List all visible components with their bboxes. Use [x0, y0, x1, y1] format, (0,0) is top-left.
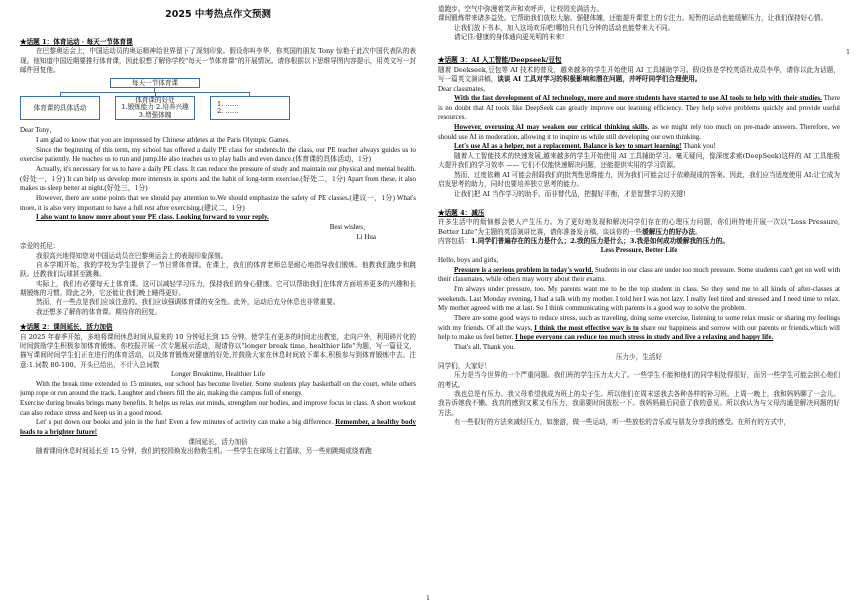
topic1-sign-off: Best wishes，: [329, 223, 370, 231]
topic2-cn-cont: 道跑步。空气中弥漫着笑声和欢呼声，让校园充满活力。: [438, 5, 603, 13]
topic3-cn-para: 让我们把 AI 当作学习的助手，而非替代品，把握好平衡，才是智慧学习的关键!: [454, 189, 686, 198]
topic4-heading: ★话题 4：减压: [438, 208, 485, 217]
topic2-en-para: Exercise during breaks brings many benefits. It helps us relax our minds, strengthen our bodies, and improve focus in class. A short workout can also reduce stress and keep us in a good mood.: [20, 398, 416, 417]
mind-map-benefits: [115, 96, 195, 120]
topic2-cn-title: 课间延长，活力加倍: [188, 437, 248, 446]
mind-map-problems: [210, 96, 290, 120]
topic3-en-para: Let's use AI as a helper, not a replacement. Balance is key to smart learning! Thank you!: [454, 142, 716, 151]
topic1-en-closing: I also want to know more about your PE class. Looking forward to your reply.: [36, 213, 269, 222]
topic2-essay-title: Longer Breaktime, Healthier Life: [170, 369, 266, 378]
topic2-en-para: With the break time extended to 15 minutes, our school has become livelier. Some students play basketball on the court, while others jump rope or run around the track. Laughter and cheers fill the air, making the campus full of energy.: [20, 379, 416, 398]
topic2-prompt: 自 2025 年春季开始，多地将课间休息时间从原来的 10 分钟延长到 15 分钟。使学生有更多的时间走出教室，走向户外，利用碎片化的时间鼓励学生积极参加体育锻炼。你校报开展一次专题展示活动，现请你以“longer break time, healthier life”为题，写一篇征文，描写课间时间学生们正在进行的体育活动，以及体育锻炼对健康的好处,并鼓励大家在休息时间放下课本,积极参与到体育锻炼中去。注意:1.词数 80-100。开头已给出，不计入总词数: [20, 332, 416, 369]
topic4-cn-title: 压力少，生活好: [615, 352, 663, 361]
topic3-prompt: 随着 Deekseek,豆包等 AI 技术的普及，越来越多的学生开始使用 AI 工具辅助学习。假设你是学校英语社成员李华，请你以此为话题，写一篇英文演讲稿，谈谈 AI 工具对学习的积极影响和潜在问题，并呼吁同学们合理使用。: [438, 65, 840, 84]
right-column: [438, 5, 840, 605]
mind-map-problems-2: 2. ……: [217, 107, 239, 116]
topic4-cn-para: 有一些很好的方法来减轻压力，如旅游，做一些运动，听一些放松的音乐或与朋友分享我的感受。在所有的方式中，: [454, 418, 791, 427]
topic4-content-req: 内容包括：1.同学们普遍存在的压力是什么；2.我的压力是什么；3.我是如何成功缓解我的压力的。: [438, 236, 729, 245]
topic4-cn-para: 我也总是有压力。我父母希望我成为班上的尖子生。所以他们在周末送我去各种各样的补习班。上周一晚上，我和妈妈聊了一会儿。我告诉她我不懒。我真的感到又累又有压力，我需要时间放松一下。我妈妈最后同意了我的意见。所以我认为与父母沟通是解决问题的好方法。: [438, 390, 840, 417]
topic2-cn-para: 随着课间休息时间延长至 15 分钟，我们的校园焕发出勃勃生机。一些学生在球场上打篮球，另一些则跳绳或绕着跑: [36, 446, 372, 455]
topic3-greeting: Dear classmates,: [438, 84, 486, 93]
topic1-cn-para: 自本学期开始，我的学校为学生提供了一节日常体育课。在课上，我们的体育老师总是耐心地指导我们锻炼。他教我们跑步和跳跃。还教我们玩球甚至跳舞。: [20, 261, 416, 279]
mind-map-root: 每天一节体育课: [110, 78, 200, 88]
topic3-cn-para: 然而，过度依赖 AI 可能会削弱我们的批判性思维能力，因为我们可能会过于依赖现成的答案。因此，我们应当适度使用 AI:让它成为启发思考的助力，同时也要培养独立思考的能力。: [438, 170, 840, 189]
topic2-cn-cont: 让我们放下书本，加入这场欢乐吧!哪怕只有几分钟的活动也能带来大不同。: [454, 23, 675, 32]
topic3-en-para: With the fast development of AI technology, more and more students have started to use AI tools to help with their studies. There is no doubt that AI tools like DeepSeek can greatly improve our learning efficiency. They help solve problems quickly and provide useful resources.: [438, 94, 840, 122]
topic1-en-salutation: Dear Tony，: [20, 126, 57, 135]
topic2-cn-cont: 课间锻炼带来诸多益处。它帮助我们放松大脑、强健体魄，还能提升课堂上的专注力。短暂的运动也能缓解压力，让我们保持好心情。: [438, 14, 828, 23]
mind-map-benefits-title: 体育课的好处: [135, 95, 175, 104]
topic1-cn-para: 亲爱的托尼：: [20, 242, 60, 251]
left-column: [20, 36, 416, 608]
topic2-cn-cont: 请记住:健康的身体通向更光明的未来!: [454, 33, 565, 42]
mind-map-diagram: [20, 78, 290, 122]
topic4-en-para: I'm always under pressure, too. My parents want me to be the top student in class. So they send me to all kinds of after-classes at weekends. Last Monday evening, I had a talk with my mother. I told her I was not lazy. I really feel tired and stressed and I need time to relax. My mother agreed with me at last. So I think communicating with parents is a good way to solve the problem.: [438, 284, 840, 313]
mind-map-activities: 体育课的具体活动: [20, 96, 100, 120]
topic1-en-para: Actually, it's necessary for us to have a daily PE class. It can reduce the pressure of study and maintain our physical and mental health.(好处一，1分) It can help us develop more interests in sports and the habit of long-term exercise.(好处二，1分) Apart from these, it also makes us sleep better at night.(好处三，1分): [20, 165, 416, 193]
mind-map-problems-1: 1. ……: [217, 99, 239, 108]
topic2-en-bold: Remember, a healthy body leads to a brighter future!: [20, 418, 416, 436]
topic2-en-para: Let' s put down our books and join in the fun! Even a few minutes of activity can make a big difference. Remember, a healthy body leads to a brighter future!: [20, 418, 416, 436]
topic1-cn-para: 实际上，我们有必要每天上体育课。这可以减轻学习压力，保持我们的身心健康。它可以帮助我们在体育方面培养更多的兴趣和长期锻炼的习惯。除此之外，它还能让我们晚上睡得更好。: [20, 279, 416, 298]
mind-map-benefits-1: 1.锻炼能力 2.培养兴趣: [121, 103, 189, 112]
topic1-cn-para: 我很高兴地得知您对中国运动员在巴黎奥运会上的表现印象深刻。: [36, 251, 228, 260]
document-title: 2025 中考热点作文预测: [165, 9, 271, 20]
topic1-en-para: I am glad to know that you are impressed by Chinese athletes at the Paris Olympic Games.: [36, 136, 291, 145]
topic4-cn-para: 压力是当今世界的一个严重问题。我们班的学生压力太大了。一些学生不能和他们的同学相处得很好，而另一些学生可能会担心他们的考试。: [438, 371, 840, 389]
topic4-en-para: There are some good ways to reduce stress, such as traveling, doing some exercise, listening to some relax music or sharing my feelings with my friends. Of all the ways, I think the most effective way is to share our happiness and sorrow with our parents or friends,which will help to make us feel better. I hope everyone can reduce too much stress in study and live a relaxing and happy life.: [438, 313, 840, 342]
page-number-top: 1: [846, 48, 851, 56]
topic4-prompt: 许多生活中的烦恼都会使人产生压力。为了更好地发现和解决同学们存在的心理压力问题，你们班特地开展一次以“Less Pressure, Better Life”为主题的英语演讲比赛，请你准备发言稿，谈谈你的一些缓解压力的好办法。: [438, 218, 840, 236]
topic1-en-para: Since the beginning of this term, my school has offered a daily PE class for students.In the class, our PE teacher always guides us to exercise patiently. He teaches us to run and jump.He also teaches us to play balls and even dance.(体育课的具体活动，1分): [20, 145, 416, 164]
topic3-prompt-bold: 谈谈 AI 工具对学习的积极影响和潜在问题，并呼吁同学们合理使用。: [497, 75, 702, 84]
topic1-en-para: However, there are some points that we should pay attention to.We should emphasize the safety of PE classes.(建议一，1分) What's more, it is also very important to have a full rest after exercising.(建议二，1分): [20, 194, 416, 212]
topic3-en-para: However, overusing AI may weaken our critical thinking skills, as we might rely too much on pre-made answers. Therefore, we should use AI in moderation, allowing it to inspire us while still developing our own thinking.: [438, 123, 840, 141]
topic1-prompt: 在巴黎奥运会上，中国运动员的奥运精神给世界留下了深刻印象。假设你叫李华，你英国的朋友 Tony 惊艳于此次中国代表队的表现。他知道中国近期要推行体育课，因此很想了解你学校“每天一节体育课”的开展情况。请你根据以下思维导图内容提示，用英文写一封邮件回复他。: [20, 47, 416, 75]
topic4-thanks: That's all. Thank you.: [454, 342, 515, 351]
topic2-heading: ★话题 2：课间延长，活力加倍: [20, 323, 113, 332]
topic4-en-para: Pressure is a serious problem in today's world. Students in our class are under too much pressure. Some students can't get on well with their classmates, while others may worry about their exams.: [438, 265, 840, 284]
topic1-heading: ★话题 1：体育运动 · 每天一节体育课: [20, 38, 133, 46]
topic1-sign-name: Li Hua: [356, 232, 376, 241]
mind-map-benefits-2: 3.增强体魄: [138, 111, 172, 120]
topic1-cn-para: 然而，有一些点是我们应该注意的。我们应该强调体育课的安全性。此外，运动后充分休息也非常重要。: [36, 298, 340, 307]
topic4-speech-title: Less Pressure, Better Life: [600, 246, 678, 255]
topic3-heading: ★话题 3：AI 人工智能/Deepseek/豆包: [438, 56, 562, 65]
topic4-greeting: Hello, boys and girls,: [438, 256, 499, 264]
page-number-bottom: 1: [426, 594, 431, 602]
topic3-cn-para: 随着人工智能技术的快速发展,越来越多的学生开始使用 AI 工具辅助学习。毫无疑问，像深度求索(DeepSeek)这样的 AI 工具能极大提升我们的学习效率 —— 它们不仅能快速解决问题，还能提供实用的学习资源。: [438, 152, 840, 170]
topic4-cn-para: 同学们，大家好！: [438, 361, 491, 370]
topic1-cn-para: 我还想多了解你的体育课。期待你的回复。: [36, 307, 162, 316]
